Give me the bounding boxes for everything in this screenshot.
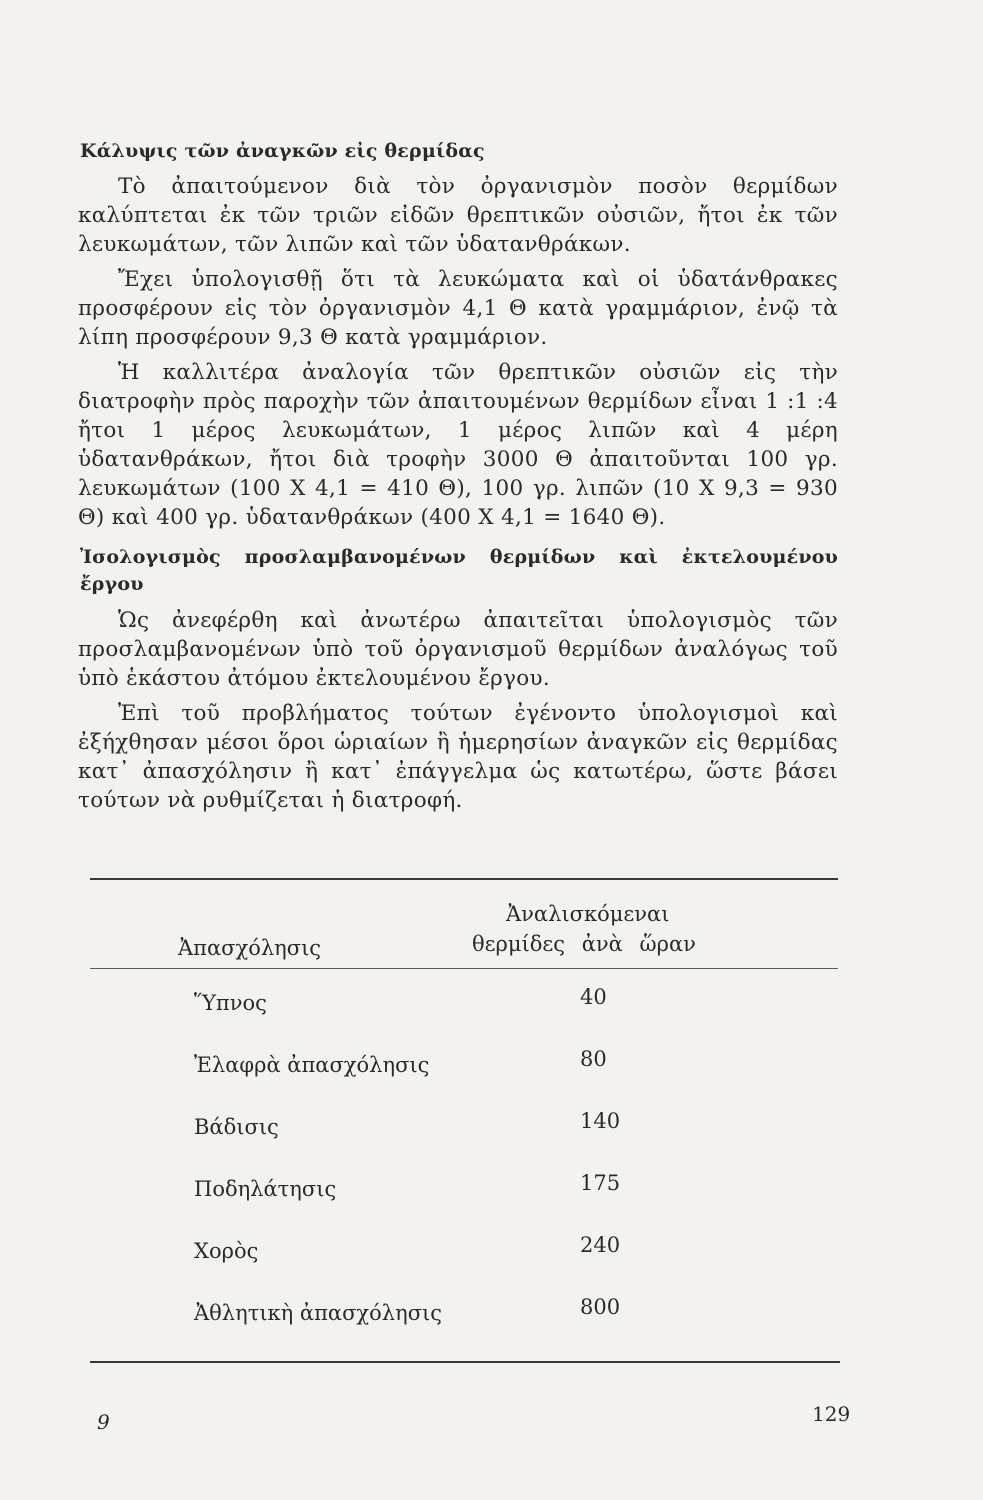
calorie-table xyxy=(90,878,840,1363)
activity-cell: Βάδισις xyxy=(194,1115,279,1139)
section-heading-balance: Ἰσολογισμὸς προσλαμβανομένων θερμίδων καὶ ἐκτελουμένου ἔργου xyxy=(80,546,838,595)
activity-cell: Ὕπνος xyxy=(194,991,267,1015)
signature-mark: 9 xyxy=(97,1410,110,1434)
calories-cell: 140 xyxy=(580,1109,621,1133)
paragraph: Ἡ καλλιτέρα ἀναλογία τῶν θρεπτικῶν οὐσιῶν εἰς τὴν διατροφὴν πρὸς παροχὴν τῶν ἀπαιτουμένων θερμίδων εἶναι 1 :1 :4 ἤτοι 1 μέρος λευκωμάτων, 1 μέρος λιπῶν καὶ 4 μέρη ὑδατανθράκων, ἤτοι διὰ τροφὴν 3000 Θ ἀπαιτοῦνται 100 γρ. λευκωμάτων (100 X 4,1 = 410 Θ), 100 γρ. λιπῶν (10 X 9,3 = 930 Θ) καὶ 400 γρ. ὑδατανθράκων (400 X 4,1 = 1640 Θ). xyxy=(78,360,838,530)
activity-cell: Ποδηλάτησις xyxy=(194,1177,337,1201)
paragraph: Ὡς ἀνεφέρθη καὶ ἀνωτέρω ἀπαιτεῖται ὑπολογισμὸς τῶν προσλαμβανομένων ὑπὸ τοῦ ὀργανισμοῦ θερμίδων ἀναλόγως τοῦ ὑπὸ ἑκάστου ἀτόμου ἐκτελουμένου ἔργου. xyxy=(78,608,838,691)
table-row xyxy=(90,1031,840,1093)
table-bottom-rule xyxy=(90,1361,840,1363)
column-header-calories-line1: Ἀναλισκόμεναι xyxy=(506,902,670,926)
page-number: 129 xyxy=(812,1402,851,1426)
activity-cell: Χορὸς xyxy=(194,1239,259,1263)
calories-cell: 240 xyxy=(580,1233,621,1257)
calories-cell: 40 xyxy=(580,985,607,1009)
paragraph: Ἐπὶ τοῦ προβλήματος τούτων ἐγένοντο ὑπολογισμοὶ καὶ ἐξήχθησαν μέσοι ὅροι ὡριαίων ἢ ἡμερησίων ἀναγκῶν εἰς θερμίδας κατ᾿ ἀπασχόλησιν ἢ κατ᾿ ἐπάγγελμα ὡς κατωτέρω, ὥστε βάσει τούτων νὰ ρυθμίζεται ἡ διατροφή. xyxy=(78,701,838,813)
table-row xyxy=(90,1093,840,1155)
text-body xyxy=(78,140,838,815)
table-row xyxy=(90,1155,840,1217)
table-row xyxy=(90,1279,840,1341)
calories-cell: 800 xyxy=(580,1295,621,1319)
activity-cell: Ἀθλητικὴ ἀπασχόλησις xyxy=(194,1301,443,1325)
paragraph: Ἔχει ὑπολογισθῇ ὅτι τὰ λευκώματα καὶ οἱ ὑδατάνθρακες προσφέρουν εἰς τὸν ὀργανισμὸν 4,1 Θ κατὰ γραμμάριον, ἐνῷ τὰ λίπη προσφέρουν 9,3 Θ κατὰ γραμμάριον. xyxy=(78,267,838,350)
calories-cell: 80 xyxy=(580,1047,607,1071)
activity-cell: Ἐλαφρὰ ἀπασχόλησις xyxy=(194,1053,430,1077)
paragraph: Τὸ ἀπαιτούμενον διὰ τὸν ὀργανισμὸν ποσὸν θερμίδων καλύπτεται ἐκ τῶν τριῶν εἰδῶν θρεπτικῶν οὐσιῶν, ἤτοι ἐκ τῶν λευκωμάτων, τῶν λιπῶν καὶ τῶν ὑδατανθράκων. xyxy=(78,174,838,257)
table-row xyxy=(90,969,840,1031)
column-header-calories-line2: θερμίδες ἀνὰ ὥραν xyxy=(472,932,696,956)
table-header xyxy=(90,880,840,968)
table-row xyxy=(90,1217,840,1279)
column-header-activity: Ἀπασχόλησις xyxy=(178,936,322,960)
section-heading-calories: Κάλυψις τῶν ἀναγκῶν εἰς θερμίδας xyxy=(80,140,485,162)
calories-cell: 175 xyxy=(580,1171,621,1195)
